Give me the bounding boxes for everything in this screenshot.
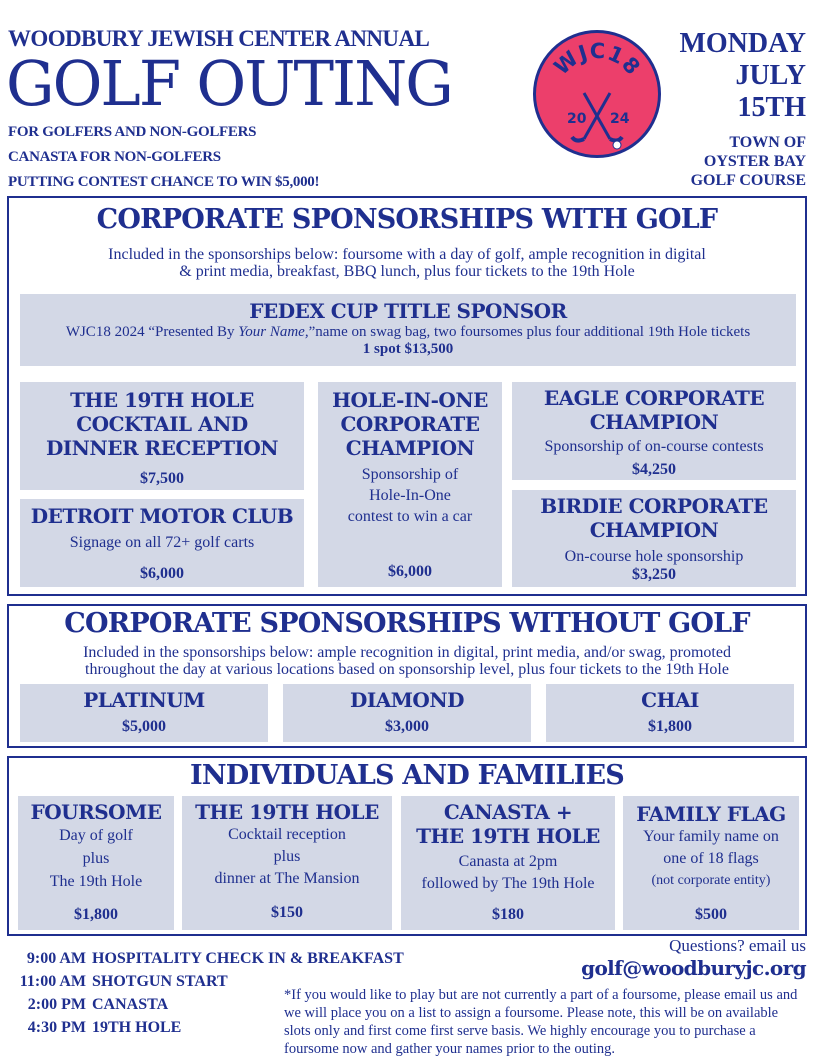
schedule-time: 9:00 AM [26, 950, 86, 967]
tier-price: $1,800 [648, 718, 692, 735]
contact-email-link[interactable]: golf@woodburyjc.org [581, 956, 806, 980]
date-month: JULY [735, 60, 806, 91]
eagle-corporate-champion [512, 382, 796, 480]
tier-price: $6,000 [140, 565, 184, 582]
svg-text:WJC18 [549, 39, 645, 80]
event-title: GOLF OUTING [6, 47, 452, 120]
tier-price: $150 [271, 904, 303, 921]
schedule-time: 4:30 PM [27, 1019, 86, 1036]
sponsorships-without-golf-section [7, 604, 807, 748]
19th-hole-option [182, 796, 392, 930]
logo-text: WJC18 [549, 38, 646, 80]
tier-price: $4,250 [632, 461, 676, 478]
org-name: WOODBURY JEWISH CENTER ANNUAL [8, 26, 430, 51]
sponsorships-with-golf-section [7, 196, 807, 596]
schedule-event: SHOTGUN START [92, 973, 228, 990]
intro-line: & print media, breakfast, BBQ lunch, plus four tickets to the 19th Hole [179, 263, 635, 280]
chai-tier [546, 684, 794, 742]
venue-line: TOWN OF [729, 134, 806, 151]
section-title: CORPORATE SPONSORSHIPS WITHOUT GOLF [64, 608, 750, 639]
birdie-corporate-champion [512, 490, 796, 587]
foursome-option [18, 796, 174, 930]
section-title: INDIVIDUALS AND FAMILIES [190, 760, 624, 791]
section-intro [9, 246, 805, 280]
tier-title: HOLE-IN-ONE CORPORATE CHAMPION [332, 388, 488, 460]
schedule-event: HOSPITALITY CHECK IN & BREAKFAST [92, 950, 404, 967]
19th-hole-reception-sponsor [20, 382, 304, 490]
schedule-event: 19TH HOLE [92, 1019, 182, 1036]
tier-price: $1,800 [74, 906, 118, 923]
tier-title: DETROIT MOTOR CLUB [30, 504, 294, 528]
tier-price: $7,500 [140, 470, 184, 487]
venue [691, 133, 806, 190]
date-number: 15TH [737, 92, 806, 123]
logo-year-left: 20 [567, 111, 587, 127]
intro-line: throughout the day at various locations based on sponsorship level, plus four tickets to the 19th Hole [85, 661, 729, 678]
tagline-putting: PUTTING CONTEST CHANCE TO WIN $5,000! [8, 174, 320, 190]
tier-title: FAMILY FLAG [636, 802, 786, 826]
tier-title: FOURSOME [30, 800, 162, 824]
tier-title: FEDEX CUP TITLE SPONSOR [249, 299, 567, 323]
section-intro [9, 644, 805, 678]
tier-price: $3,000 [385, 718, 429, 735]
canasta-option [401, 796, 615, 930]
individuals-families-section [7, 756, 807, 936]
platinum-tier [20, 684, 268, 742]
family-flag-option [623, 796, 799, 930]
hole-in-one-sponsor [318, 382, 502, 587]
tier-description: WJC18 2024 “Presented By Your Name,”name on swag bag, two foursomes plus four additional 19th Hole tickets [65, 324, 751, 340]
fedex-cup-title-sponsor [20, 294, 796, 366]
schedule-time: 11:00 AM [19, 973, 86, 990]
tier-price: $6,000 [388, 563, 432, 580]
tier-title: CANASTA + THE 19TH HOLE [416, 800, 600, 848]
schedule-row [9, 950, 404, 973]
tier-description: Canasta at 2pm followed by The 19th Hole [421, 853, 595, 892]
tier-title: PLATINUM [83, 688, 205, 712]
tier-description: Sponsorship of Hole-In-One contest to win a car [347, 466, 473, 525]
tagline-golfers: FOR GOLFERS AND NON-GOLFERS [8, 124, 257, 140]
tier-price: 1 spot $13,500 [362, 341, 454, 357]
section-title: CORPORATE SPONSORSHIPS WITH GOLF [96, 204, 718, 235]
contact-question: Questions? email us [669, 936, 806, 955]
detroit-motor-club-sponsor [20, 499, 304, 587]
tier-title: THE 19TH HOLE COCKTAIL AND DINNER RECEPTION [45, 388, 279, 460]
intro-line: Included in the sponsorships below: foursome with a day of golf, ample recognition in digital [108, 246, 706, 263]
intro-line: Included in the sponsorships below: ample recognition in digital, print media, and/or swag, promoted [83, 644, 731, 661]
tier-description: Cocktail reception plus dinner at The Mansion [214, 826, 360, 887]
tier-description: Sponsorship of on-course contests [544, 438, 764, 455]
tier-description: Day of golf plus The 19th Hole [49, 827, 143, 890]
tier-price: $5,000 [122, 718, 166, 735]
tier-price: $500 [695, 906, 727, 923]
tier-title: BIRDIE CORPORATE CHAMPION [540, 494, 768, 542]
schedule-time: 2:00 PM [27, 996, 86, 1013]
foursome-note: *If you would like to play but are not currently a part of a foursome, please email us and we will place you on a list to assign a foursome. Please note, this will be on available slots only and first come first serve basis. We highly encourage you to purchase a foursome now and gather your names prior to the outing. [284, 987, 798, 1057]
diamond-tier [283, 684, 531, 742]
tagline-canasta: CANASTA FOR NON-GOLFERS [8, 149, 221, 165]
tier-title: EAGLE CORPORATE CHAMPION [543, 386, 765, 434]
schedule-event: CANASTA [92, 996, 169, 1013]
tier-title: DIAMOND [350, 688, 464, 712]
logo-year-right: 24 [610, 111, 630, 127]
venue-line: OYSTER BAY [703, 153, 806, 170]
date-day: MONDAY [679, 28, 806, 59]
tier-description: On-course hole sponsorship [564, 548, 744, 565]
tier-price: $3,250 [632, 566, 676, 583]
tier-title: CHAI [641, 688, 699, 712]
tier-description: Your family name on one of 18 flags (not corporate entity) [643, 828, 779, 888]
tier-description: Signage on all 72+ golf carts [69, 534, 255, 551]
wjc18-logo [533, 30, 661, 158]
tier-title: THE 19TH HOLE [195, 800, 379, 824]
venue-line: GOLF COURSE [690, 172, 806, 189]
tier-price: $180 [492, 906, 524, 923]
crossed-clubs-icon [536, 33, 658, 155]
